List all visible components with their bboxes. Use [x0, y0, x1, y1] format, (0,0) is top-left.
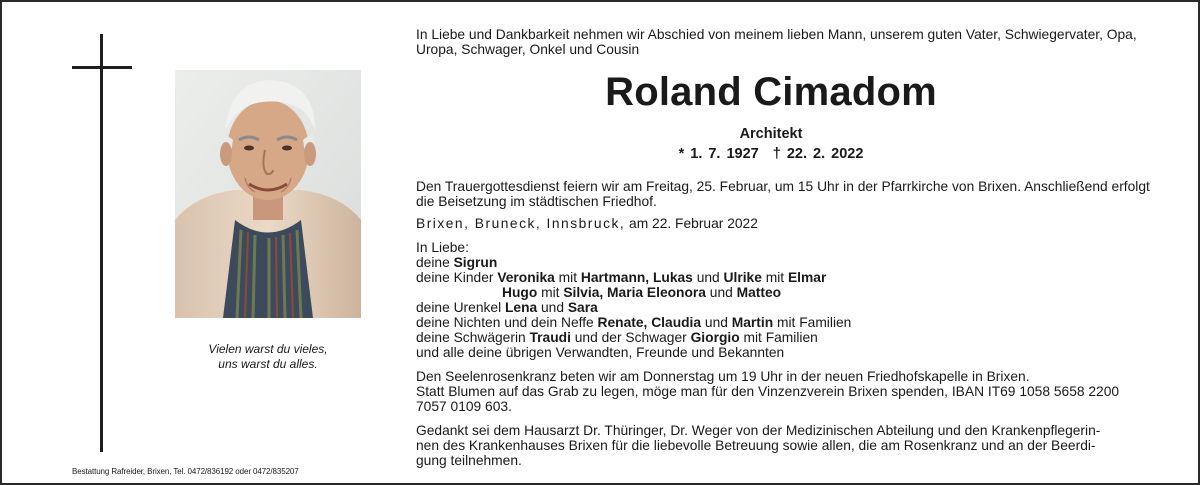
memorial-quote: [175, 342, 361, 372]
intro-text: In Liebe und Dankbarkeit nehmen wir Abschied von meinem lieben Mann, unserem guten Vater, Schwiegervater, Opa, Uropa, Schwager, Onkel und Cousin: [416, 27, 1137, 57]
mourners-list: [416, 240, 1156, 360]
place-and-date: [416, 216, 1156, 231]
mourner-line: deine Urenkel Lena und Sara: [416, 300, 598, 315]
mourner-line: deine Nichten und dein Neffe Renate, Claudia und Martin mit Familien: [416, 315, 852, 330]
mourner-line: deine Sigrun: [416, 255, 498, 270]
mourner-line: Hugo mit Silvia, Maria Eleonora und Matteo: [502, 285, 782, 300]
rosary-line: Den Seelenrosenkranz beten wir am Donnerstag um 19 Uhr in der neuen Friedhofskapelle in Brixen.: [416, 369, 1030, 384]
thanks-line: nen des Krankenhauses Brixen für die liebevolle Betreuung sowie allen, die am Rosenkranz und an der Beerdi-: [416, 438, 1096, 453]
thanks-note: [416, 423, 1156, 468]
profession: Architekt: [739, 126, 803, 142]
quote-line-1: Vielen warst du vieles,: [208, 342, 328, 356]
notice-date: am 22. Februar 2022: [625, 216, 758, 231]
quote-line-2: uns warst du alles.: [218, 357, 318, 371]
places: Brixen, Bruneck, Innsbruck,: [416, 216, 626, 231]
rosary-and-donation-info: [416, 369, 1156, 414]
obituary-text: [416, 27, 1156, 468]
portrait-photo: [175, 70, 361, 318]
deceased-name: Roland Cimadom: [605, 70, 937, 114]
donation-line: 7057 0109 603.: [416, 399, 512, 414]
cross-icon-vertical-beam: [100, 34, 103, 452]
life-dates: [386, 147, 1156, 162]
cross-icon-horizontal-beam: [72, 66, 132, 69]
death-date: † 22. 2. 2022: [772, 146, 864, 162]
thanks-line: gung teilnehmen.: [416, 453, 522, 468]
mourner-line: und alle deine übrigen Verwandten, Freunde und Bekannten: [416, 345, 785, 360]
mourner-line: deine Schwägerin Traudi und der Schwager Giorgio mit Familien: [416, 330, 818, 345]
funeral-home-contact: Bestattung Rafreider, Brixen, Tel. 0472/836192 oder 0472/835207: [72, 467, 299, 476]
thanks-line: Gedankt sei dem Hausarzt Dr. Thüringer, Dr. Weger von der Medizinischen Abteilung und den Krankenpflegerin-: [416, 423, 1101, 438]
birth-date: * 1. 7. 1927: [678, 146, 759, 162]
mourners-heading: In Liebe:: [416, 240, 469, 255]
funeral-service-info: Den Trauergottesdienst feiern wir am Freitag, 25. Februar, um 15 Uhr in der Pfarrkirche von Brixen. Anschließend erfolgt die Beisetzung im städtischen Friedhof.: [416, 179, 1150, 209]
mourner-line: deine Kinder Veronika mit Hartmann, Lukas und Ulrike mit Elmar: [416, 270, 827, 285]
donation-line: Statt Blumen auf das Grab zu legen, möge man für den Vinzenzverein Brixen spenden, IBAN IT69 1058 5658 2200: [416, 384, 1120, 399]
